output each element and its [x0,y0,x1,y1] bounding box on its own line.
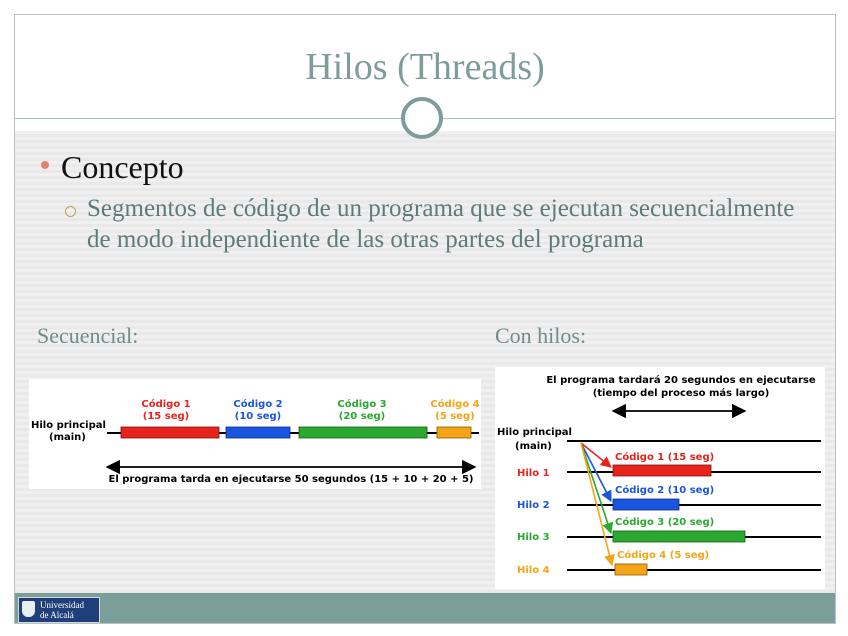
threaded-diagram [495,367,825,589]
sequential-diagram [29,379,481,489]
thread-3-bar [613,531,745,542]
slide [14,14,836,624]
thread-1-bar [613,465,711,476]
seq-seg-3-bar [299,427,427,438]
logo-text-line-1: Universidad [40,600,84,610]
seq-total-caption: El programa tarda en ejecutarse 50 segundos (15 + 10 + 20 + 5) [108,474,474,485]
sequential-label: Secuencial: [37,323,139,348]
threaded-caption-1: El programa tardará 20 segundos en ejecutarse [546,375,816,386]
seq-seg-3-name: Código 3 [337,399,387,410]
bullet-dot-icon [41,161,49,169]
thread-4-bar [615,564,647,575]
thread-1-label: Hilo 1 [517,468,550,479]
thread-3-code: Código 3 (20 seg) [615,517,715,528]
thread-2-bar [613,499,679,510]
seq-seg-2-name: Código 2 [233,399,283,410]
threaded-main-sublabel: (main) [515,441,552,452]
slide-title: Hilos (Threads) [305,46,545,88]
seq-seg-1-bar [121,427,219,438]
university-logo [18,597,100,623]
seq-seg-2-time: (10 seg) [234,411,282,422]
bullet-heading: Concepto [61,149,184,185]
seq-seg-1-name: Código 1 [141,399,191,410]
seq-seg-4-name: Código 4 [430,399,480,410]
footer-bar [15,593,835,623]
shield-icon [22,601,35,617]
thread-2-label: Hilo 2 [517,500,550,511]
seq-seg-1-time: (15 seg) [142,411,190,422]
bullet-description: Segmentos de código de un programa que se ejecutan secuencialmente de modo independiente de las otras partes del programa [87,195,795,253]
thread-2-code: Código 2 (10 seg) [615,485,715,496]
threaded-caption-2: (tiempo del proceso más largo) [592,388,770,399]
logo-text-line-2: de Alcalá [40,610,74,620]
fork-arrow-3 [581,443,611,533]
title-circle-ornament [401,97,443,139]
threaded-label: Con hilos: [495,323,587,348]
seq-seg-3-time: (20 seg) [338,411,386,422]
seq-seg-4-time: (5 seg) [435,411,475,422]
thread-4-code: Código 4 (5 seg) [617,550,710,561]
seq-seg-4-bar [437,427,471,438]
seq-main-label: Hilo principal [31,420,106,431]
sub-bullet-circle-icon [65,206,76,217]
seq-seg-2-bar [226,427,290,438]
thread-1-code: Código 1 (15 seg) [615,452,715,463]
thread-4-label: Hilo 4 [517,565,550,576]
threaded-main-label: Hilo principal [497,427,572,438]
seq-main-sublabel: (main) [49,432,86,443]
thread-3-label: Hilo 3 [517,532,550,543]
